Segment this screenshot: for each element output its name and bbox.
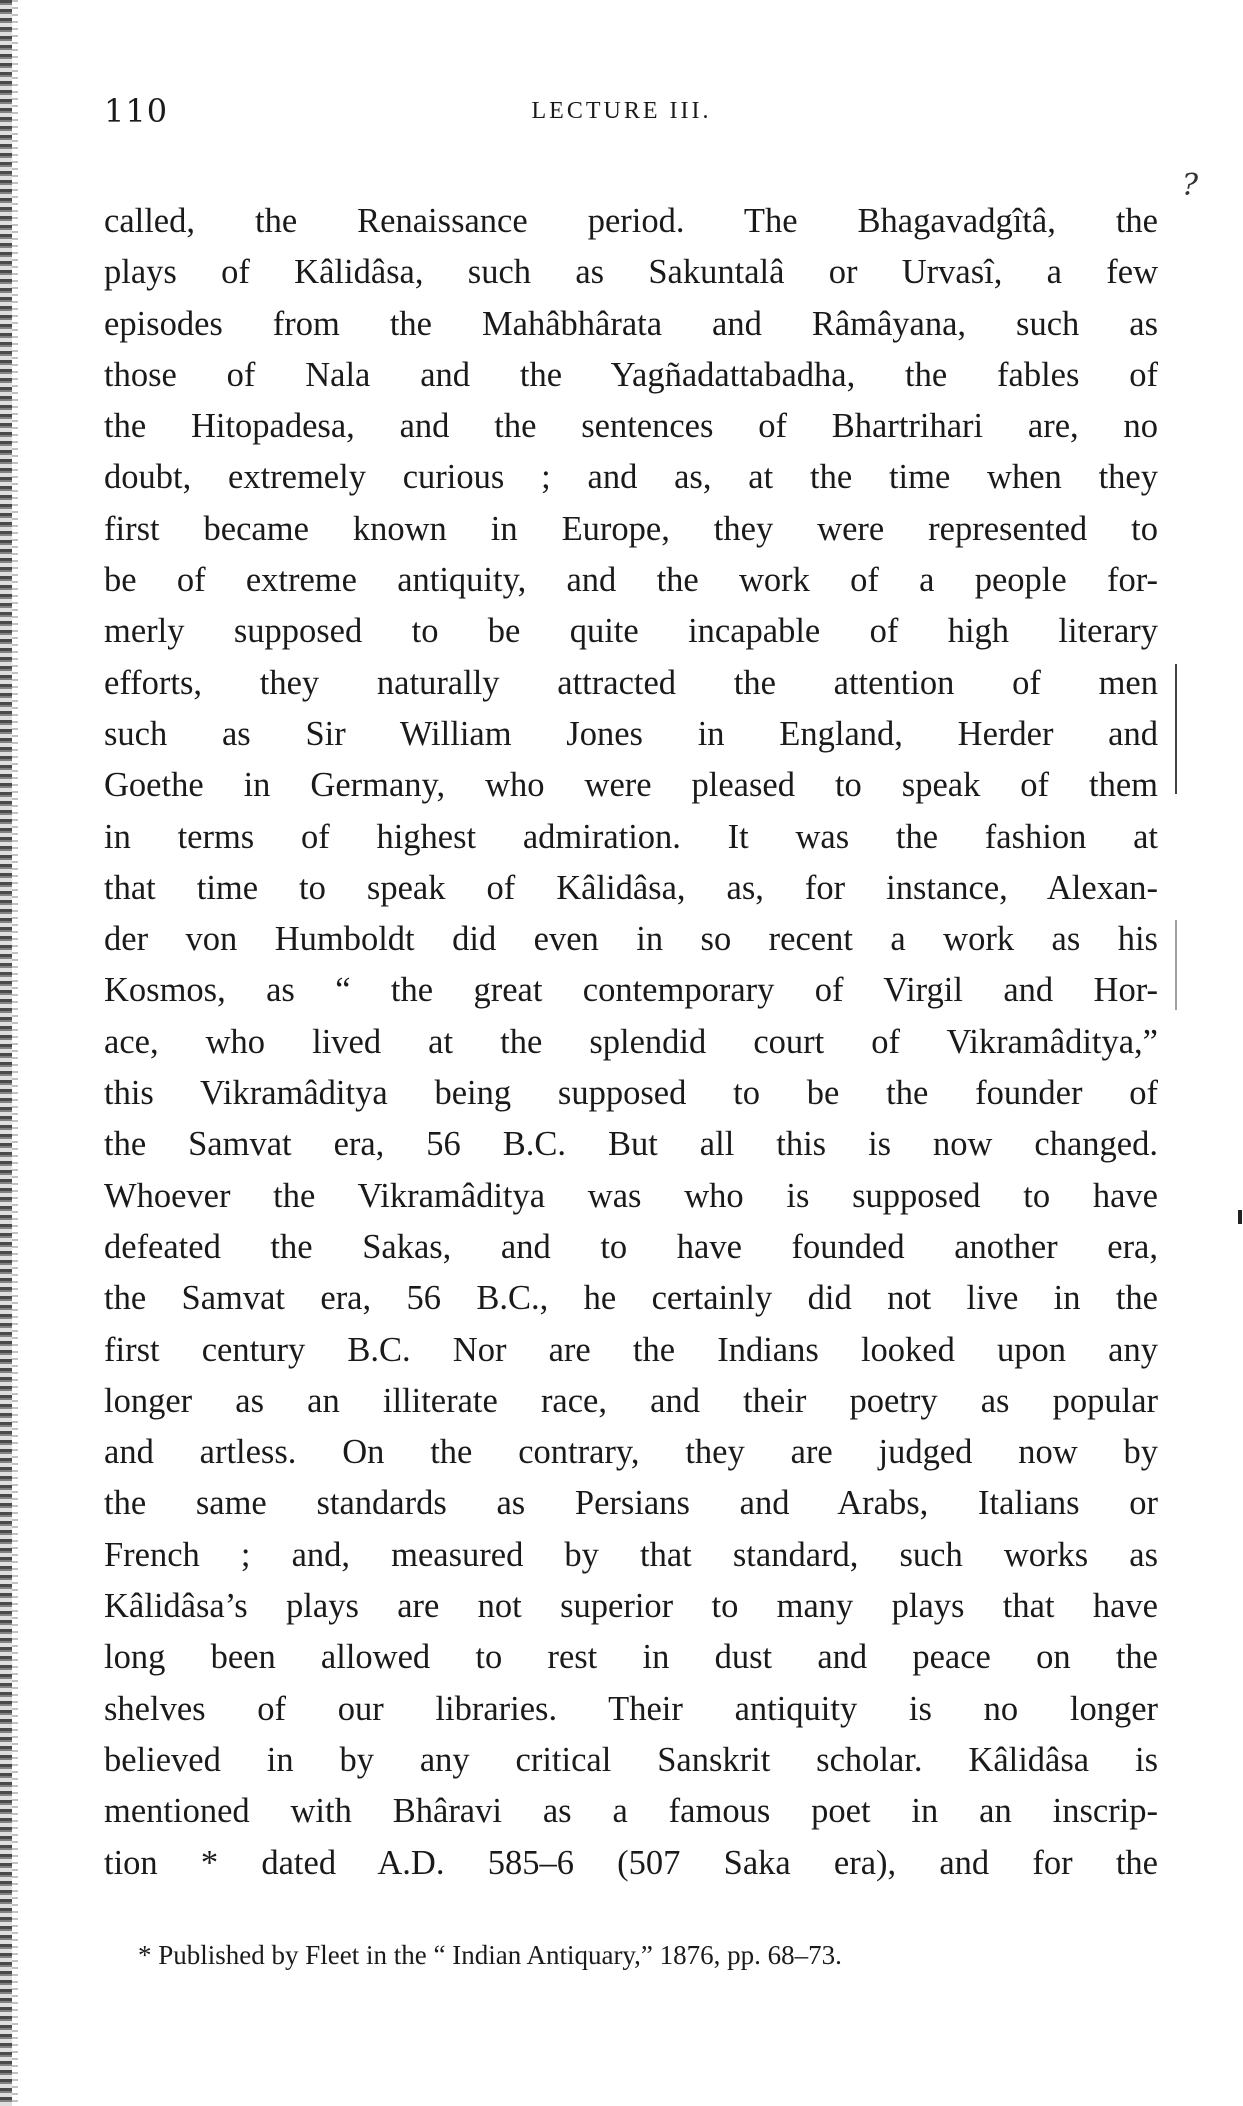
running-head: LECTURE III. (531, 98, 712, 124)
text-line: doubt, extremely curious ; and as, at the time when they (104, 458, 1158, 497)
text-line: Whoever the Vikramâditya was who is supposed to have (104, 1176, 1158, 1215)
margin-annotation: ? (1182, 168, 1199, 203)
text-line: mentioned with Bhâravi as a famous poet in an inscrip- (104, 1792, 1158, 1831)
margin-pencil-line (1175, 664, 1177, 794)
text-line: called, the Renaissance period. The Bhagavadgîtâ, the (104, 202, 1158, 240)
text-line: such as Sir William Jones in England, Herder and (104, 714, 1158, 753)
text-line: longer as an illiterate race, and their poetry as popular (104, 1381, 1158, 1420)
text-line: the same standards as Persians and Arabs, Italians or (104, 1484, 1158, 1523)
margin-pencil-line (1175, 920, 1177, 1010)
text-line: the Hitopadesa, and the sentences of Bhartrihari are, no (104, 407, 1158, 446)
text-line: this Vikramâditya being supposed to be the founder of (104, 1074, 1158, 1113)
text-line: plays of Kâlidâsa, such as Sakuntalâ or Urvasî, a few (104, 253, 1158, 292)
margin-mark (1238, 1210, 1242, 1224)
text-line: the Samvat era, 56 B.C. But all this is now changed. (104, 1125, 1158, 1164)
text-line: the Samvat era, 56 B.C., he certainly did not live in the (104, 1279, 1158, 1318)
text-line: believed in by any critical Sanskrit scholar. Kâlidâsa is (104, 1740, 1158, 1779)
text-line: merly supposed to be quite incapable of high literary (104, 612, 1158, 651)
text-line: defeated the Sakas, and to have founded another era, (104, 1227, 1158, 1266)
text-line: tion * dated A.D. 585–6 (507 Saka era), and for the (104, 1843, 1158, 1882)
text-line: long been allowed to rest in dust and peace on the (104, 1638, 1158, 1677)
body-text (104, 196, 1158, 1889)
text-line: be of extreme antiquity, and the work of a people for- (104, 561, 1158, 600)
text-line: and artless. On the contrary, they are judged now by (104, 1433, 1158, 1472)
text-line: Goethe in Germany, who were pleased to speak of them (104, 766, 1158, 805)
footnote: * Published by Fleet in the “ Indian Antiquary,” 1876, pp. 68–73. (138, 1940, 842, 1970)
page-number: 110 (104, 92, 169, 130)
text-line: in terms of highest admiration. It was the fashion at (104, 817, 1158, 856)
text-line: episodes from the Mahâbhârata and Râmâyana, such as (104, 304, 1158, 343)
text-line: Kosmos, as “ the great contemporary of Virgil and Hor- (104, 971, 1158, 1010)
page-binding-shadow (12, 0, 18, 2106)
text-line: ace, who lived at the splendid court of Vikramâditya,” (104, 1022, 1158, 1061)
text-line: first became known in Europe, they were represented to (104, 509, 1158, 548)
text-line: efforts, they naturally attracted the attention of men (104, 663, 1158, 702)
text-line: those of Nala and the Yagñadattabadha, the fables of (104, 355, 1158, 394)
text-line: Kâlidâsa’s plays are not superior to many plays that have (104, 1587, 1158, 1626)
text-line: that time to speak of Kâlidâsa, as, for instance, Alexan- (104, 868, 1158, 907)
text-line: der von Humboldt did even in so recent a work as his (104, 920, 1158, 959)
page-binding-edge (0, 0, 12, 2106)
text-line: first century B.C. Nor are the Indians looked upon any (104, 1330, 1158, 1369)
text-line: French ; and, measured by that standard, such works as (104, 1535, 1158, 1574)
text-line: shelves of our libraries. Their antiquity is no longer (104, 1689, 1158, 1728)
